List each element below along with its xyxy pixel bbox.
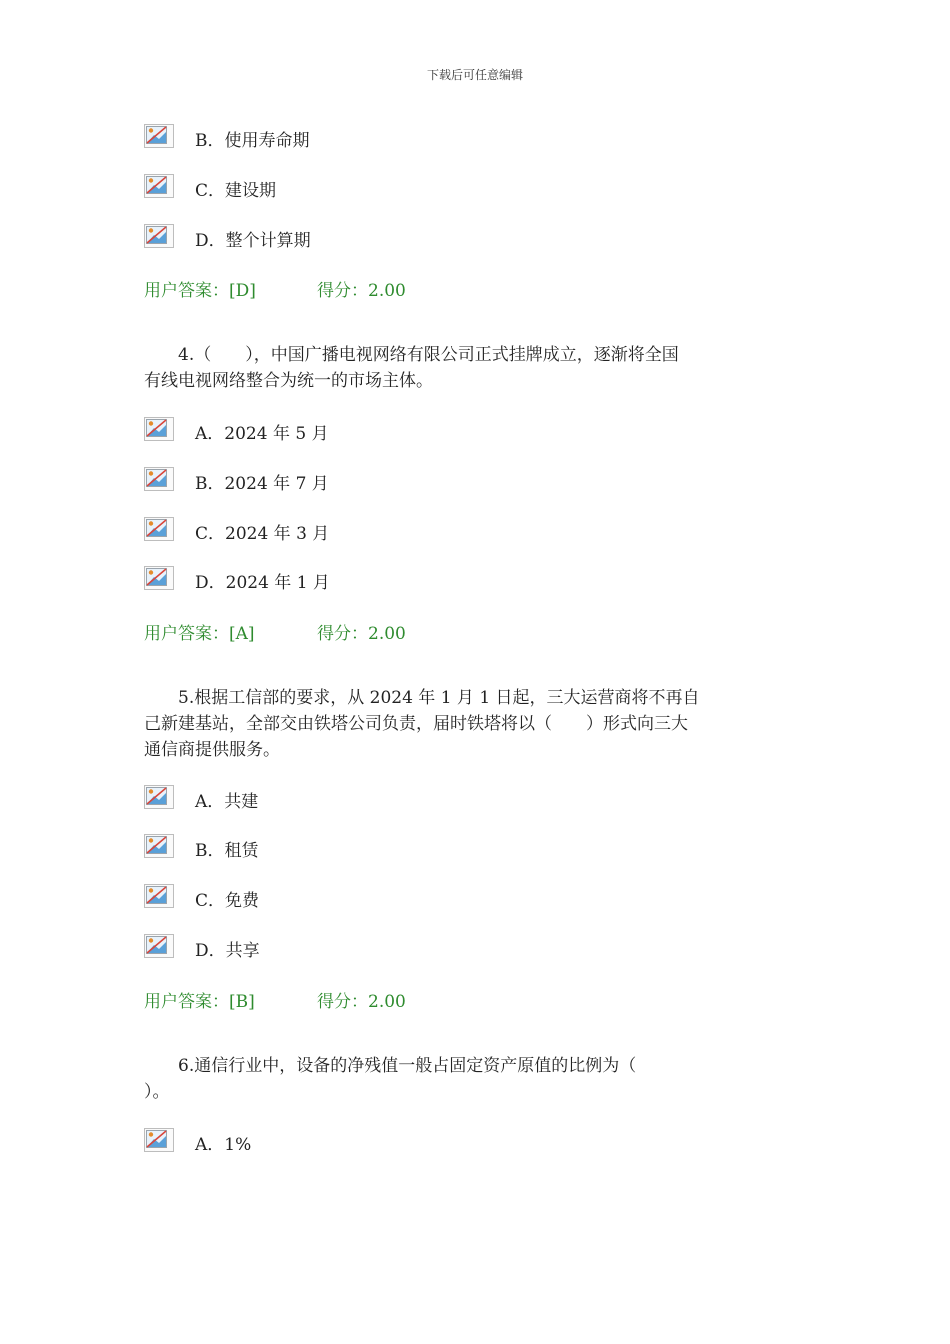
option-q5-d[interactable] [144, 934, 544, 964]
answer-text: 用户答案：[D] [144, 281, 256, 301]
option-q4-b[interactable] [144, 467, 544, 497]
question-line: 己新建基站，全部交由铁塔公司负责，届时铁塔将以（ ）形式向三大 [144, 714, 688, 734]
broken-image-icon [144, 934, 174, 958]
option-q3-b[interactable] [144, 124, 544, 154]
answer-text: 用户答案：[B] [144, 992, 255, 1012]
option-label: D．共享 [195, 941, 260, 961]
option-q4-a[interactable] [144, 417, 544, 447]
broken-image-icon [144, 566, 174, 590]
broken-image-icon [144, 1128, 174, 1152]
question-6 [144, 1053, 754, 1105]
option-label: D．整个计算期 [195, 231, 311, 251]
answer-text: 用户答案：[A] [144, 624, 255, 644]
question-line: 有线电视网络整合为统一的市场主体。 [144, 371, 433, 391]
user-answer-q3 [144, 276, 406, 301]
question-line: 4.（ ），中国广播电视网络有限公司正式挂牌成立，逐渐将全国 [178, 345, 679, 365]
question-5 [144, 685, 754, 763]
option-q5-c[interactable] [144, 884, 544, 914]
broken-image-icon [144, 785, 174, 809]
option-q6-a[interactable] [144, 1128, 544, 1158]
option-q5-a[interactable] [144, 785, 544, 815]
option-label: C．免费 [195, 891, 260, 911]
option-q5-b[interactable] [144, 834, 544, 864]
option-label: A．2024 年 5 月 [195, 424, 329, 444]
option-label: C．2024 年 3 月 [195, 524, 330, 544]
option-q4-d[interactable] [144, 566, 544, 596]
score-text: 得分：2.00 [317, 992, 406, 1012]
score-text: 得分：2.00 [317, 624, 406, 644]
broken-image-icon [144, 124, 174, 148]
question-line: ）。 [144, 1082, 170, 1102]
question-line: 通信商提供服务。 [144, 740, 280, 760]
user-answer-q5 [144, 987, 406, 1012]
score-text: 得分：2.00 [317, 281, 406, 301]
question-4 [144, 342, 754, 394]
option-q4-c[interactable] [144, 517, 544, 547]
user-answer-q4 [144, 619, 406, 644]
option-label: B．2024 年 7 月 [195, 474, 329, 494]
option-label: C．建设期 [195, 181, 277, 201]
question-line: 5.根据工信部的要求，从 2024 年 1 月 1 日起，三大运营商将不再自 [178, 688, 700, 708]
page-header: 下载后可任意编辑 [426, 68, 523, 82]
option-q3-c[interactable] [144, 174, 544, 204]
broken-image-icon [144, 417, 174, 441]
option-label: D．2024 年 1 月 [195, 573, 330, 593]
broken-image-icon [144, 467, 174, 491]
broken-image-icon [144, 174, 174, 198]
broken-image-icon [144, 517, 174, 541]
option-q3-d[interactable] [144, 224, 544, 254]
option-label: B．租赁 [195, 841, 259, 861]
broken-image-icon [144, 884, 174, 908]
broken-image-icon [144, 224, 174, 248]
broken-image-icon [144, 834, 174, 858]
option-label: A．1% [195, 1135, 252, 1155]
option-label: B．使用寿命期 [195, 131, 310, 151]
option-label: A．共建 [195, 792, 259, 812]
question-line: 6.通信行业中，设备的净残值一般占固定资产原值的比例为（ [178, 1056, 637, 1076]
